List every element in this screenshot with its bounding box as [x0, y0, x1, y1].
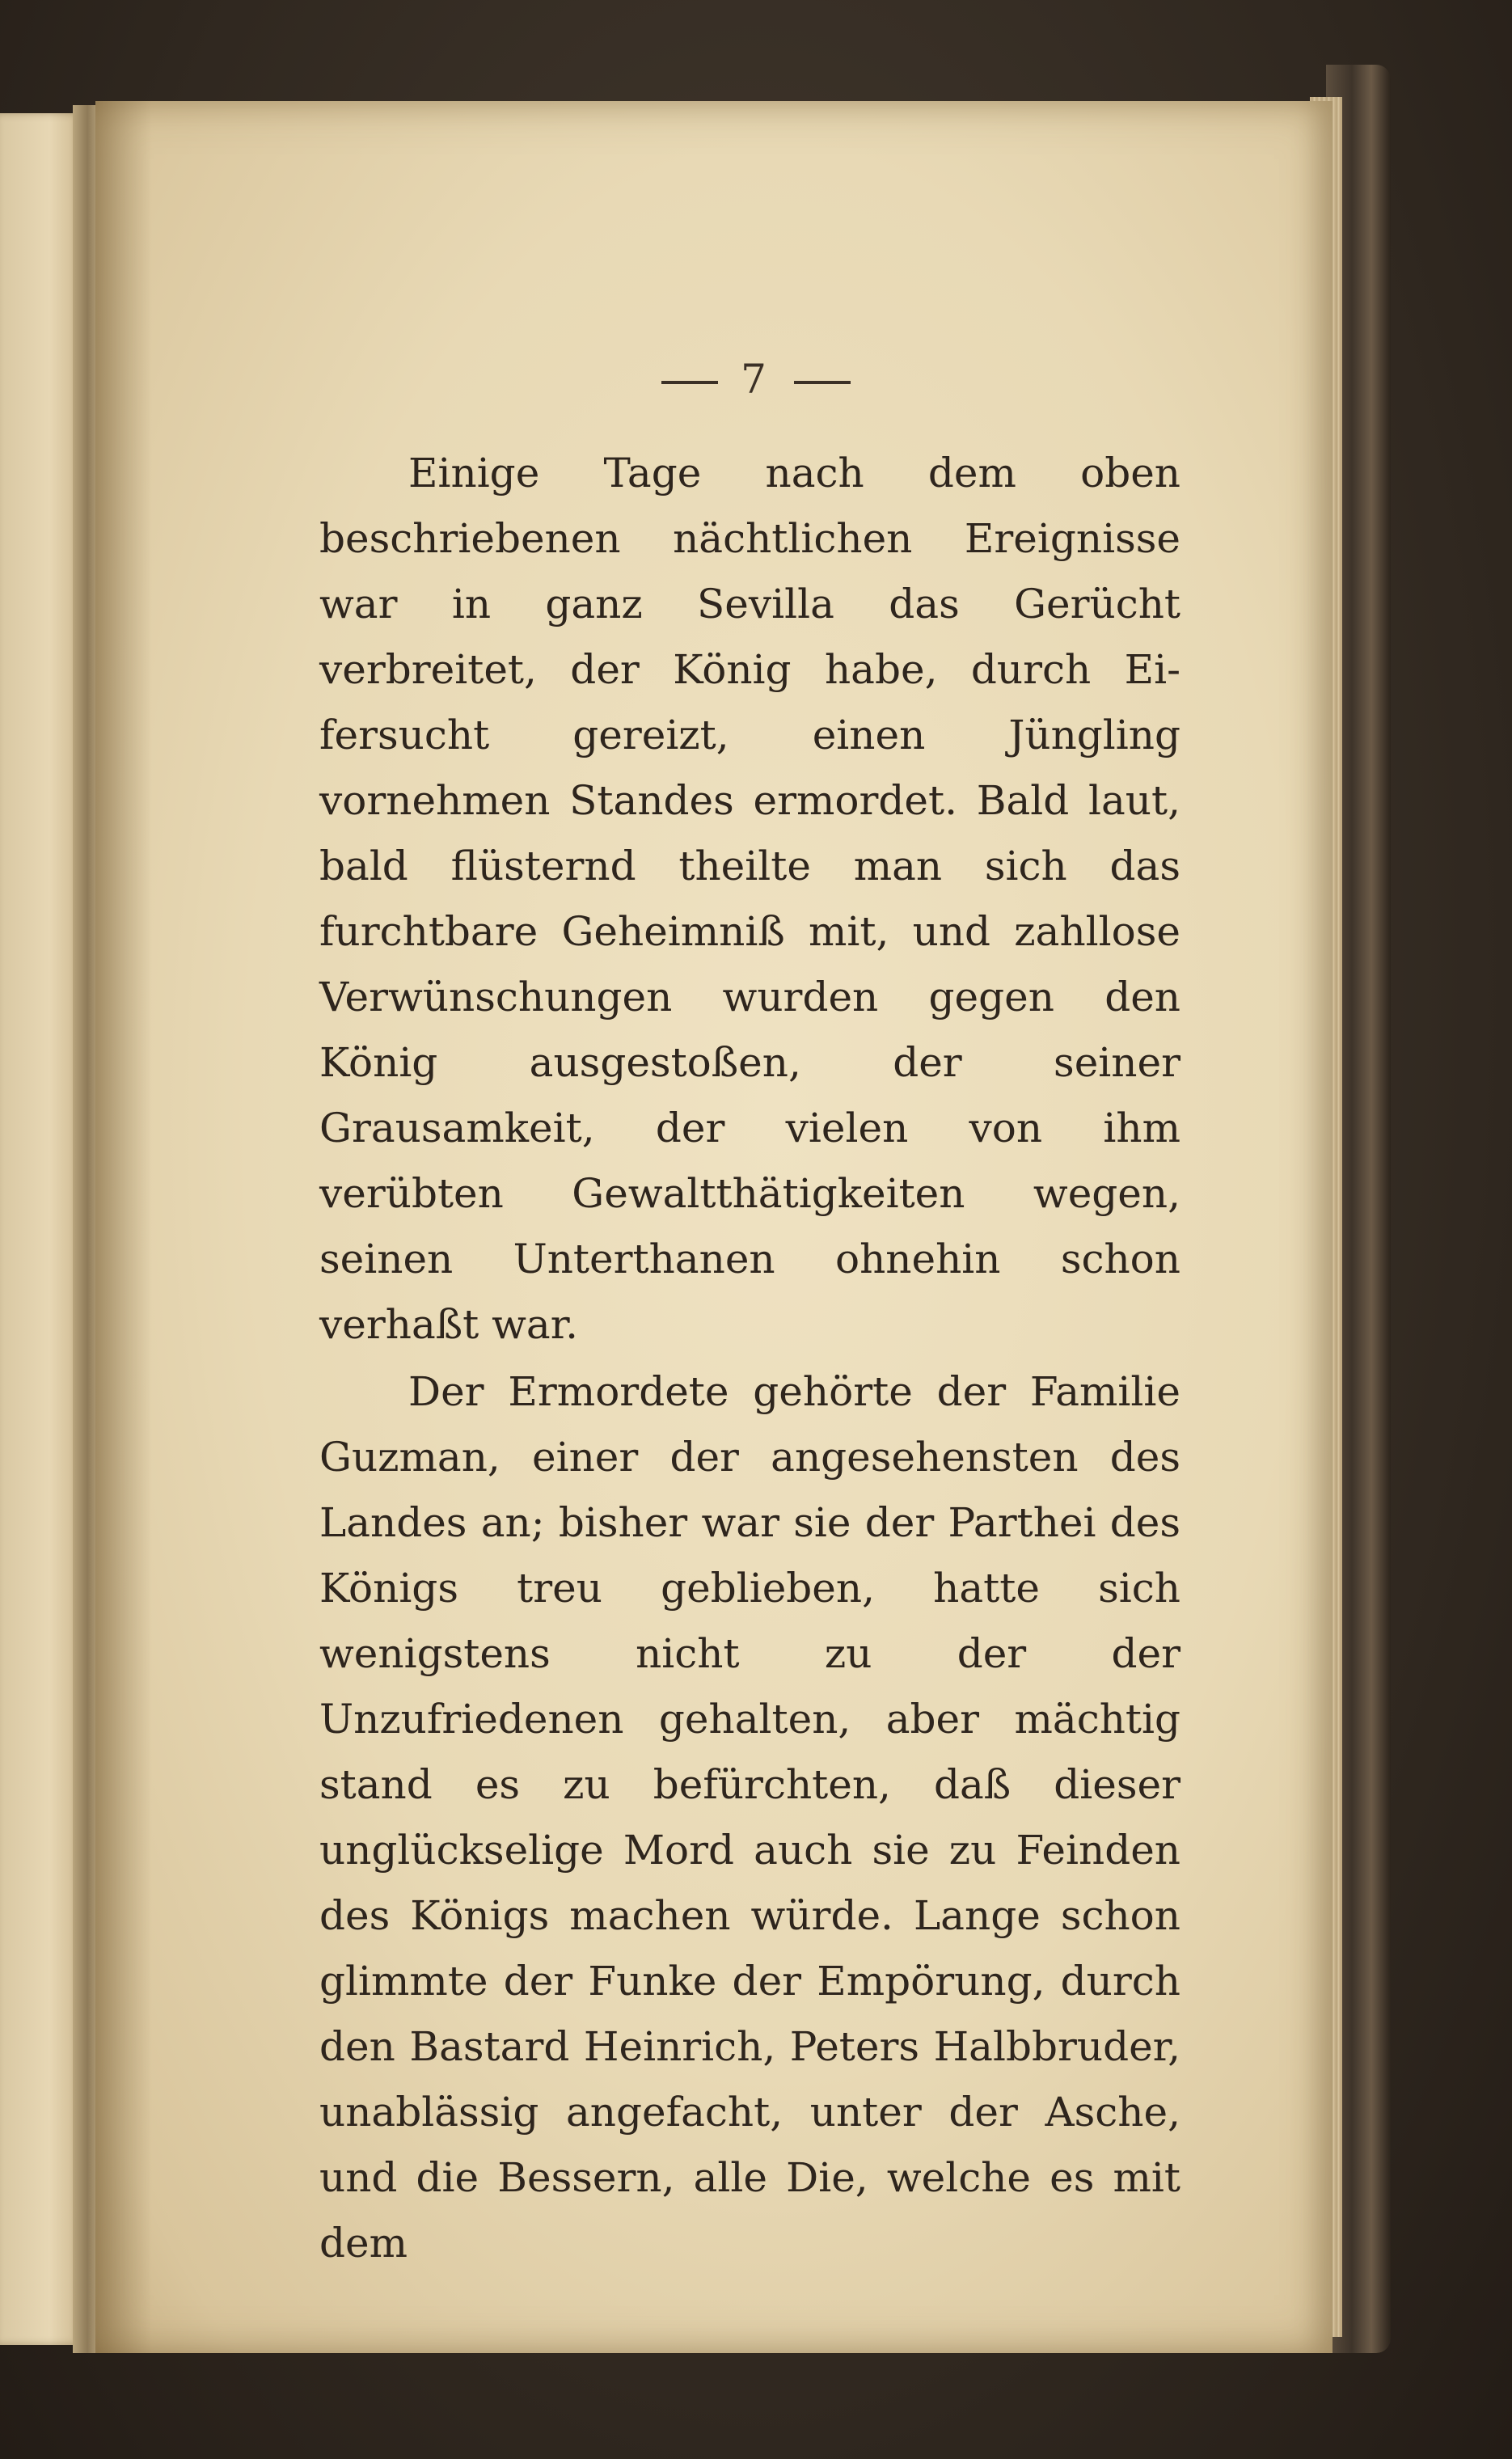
page-number-dash-right	[794, 381, 851, 384]
page-number-value: 7	[741, 356, 771, 403]
page-number	[0, 356, 1512, 403]
paragraph-1: Einige Tage nach dem oben beschriebenen nächtlichen Ereignisse war in ganz Sevilla das Gerücht verbreitet, der König habe, durch Eifersucht gereizt, einen Jüngling vornehmen Standes ermordet. Bald laut, bald flüsternd theilte man sich das furchtbare Geheimniß mit, und zahllose Verwünschungen wurden gegen den König ausgestoßen, der seiner Grausamkeit, der vielen von ihm verübten Gewaltthätigkeiten wegen, seinen Unterthanen ohnehin schon verhaßt war.	[319, 450, 1180, 1348]
body-text	[319, 441, 1180, 2276]
paragraph-2: Der Ermordete gehörte der Familie Guzman, einer der angesehensten des Landes an; bisher war sie der Parthei des Königs treu geblieben, hatte sich wenigstens nicht zu der der Unzufriedenen gehalten, aber mächtig stand es zu befürchten, daß dieser unglückselige Mord auch sie zu Feinden des Königs machen würde. Lange schon glimmte der Funke der Empörung, durch den Bastard Heinrich, Peters Halbbruder, unablässig angefacht, unter der Asche, und die Bessern, alle Die, welche es mit dem	[319, 1368, 1180, 2267]
fold-shadow	[95, 101, 152, 2353]
page-number-dash-left	[661, 381, 718, 384]
left-page-edge	[0, 113, 82, 2345]
